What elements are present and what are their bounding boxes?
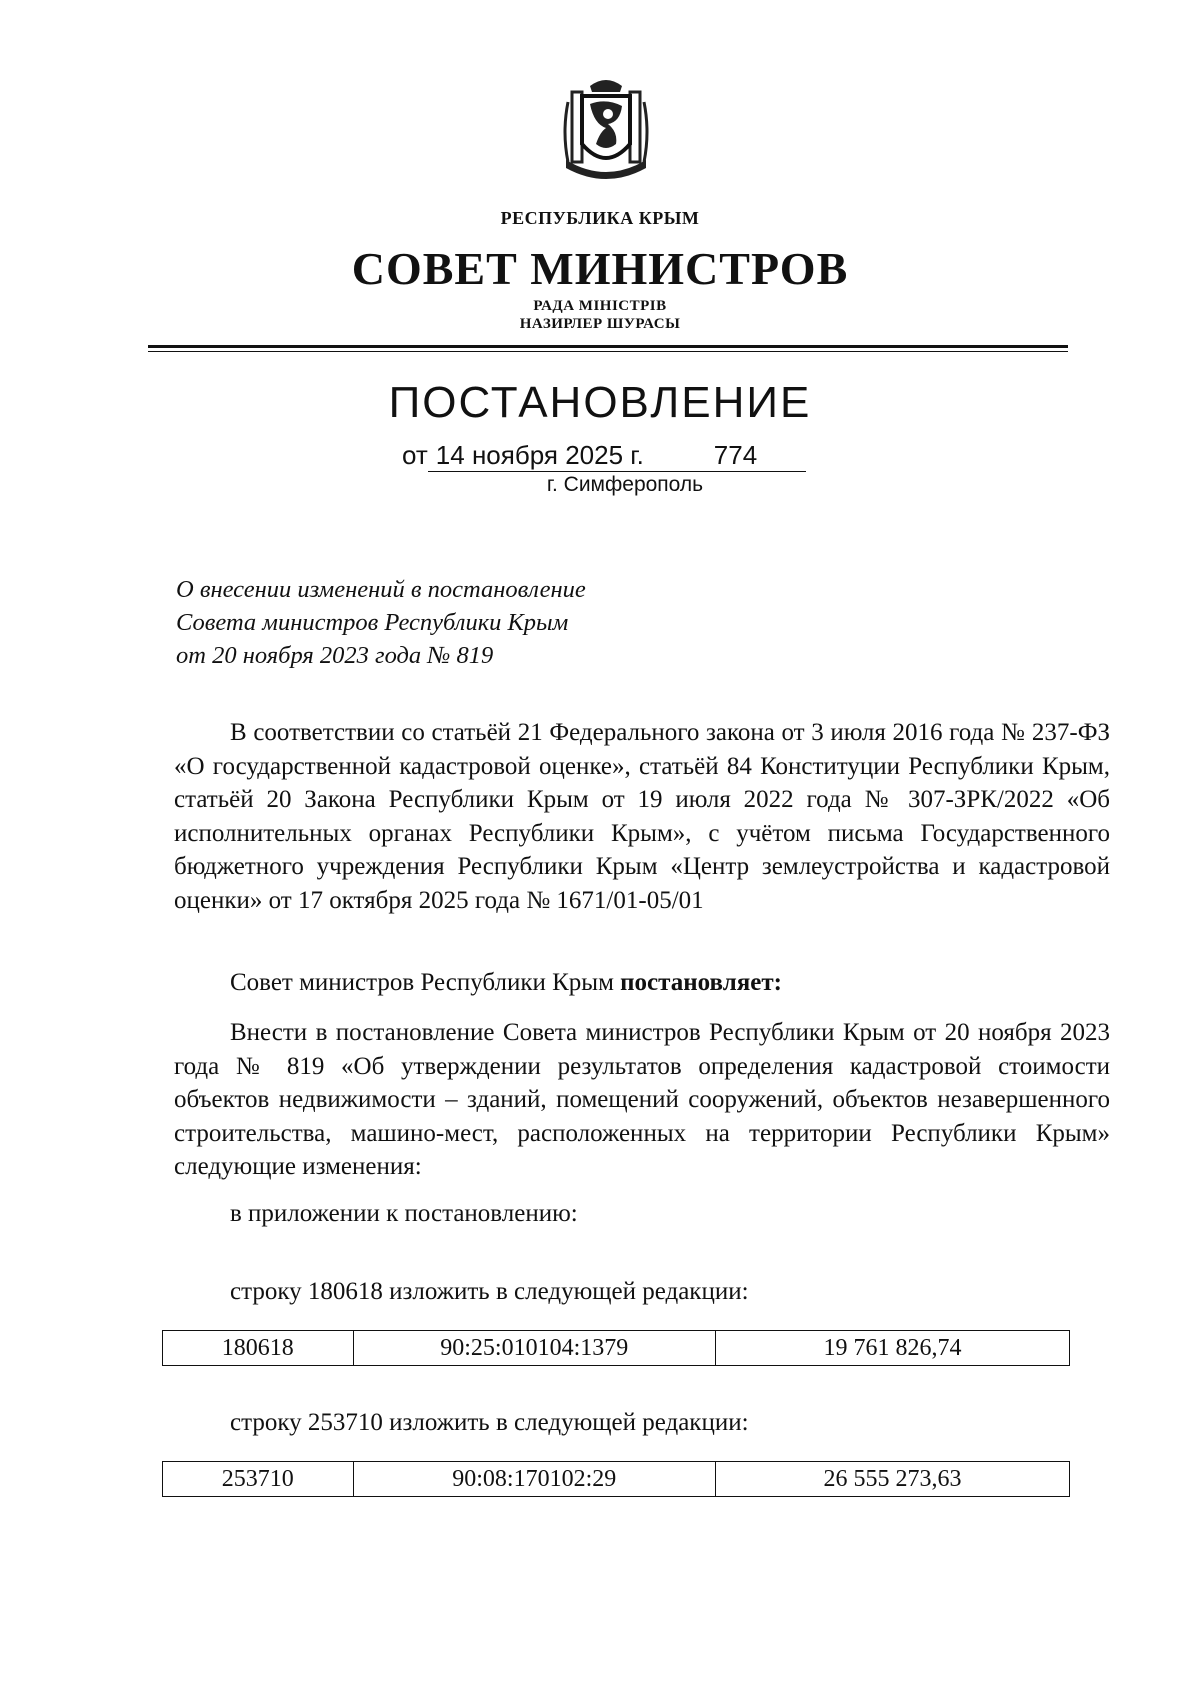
document-number: 774 [714,440,806,472]
header-council-crh: НАЗИРЛЕР ШУРАСЫ [519,316,681,332]
table-row [163,1462,1070,1497]
amend-paragraph: Внести в постановление Совета министров Республики Крым от 20 ноября 2023 года № 819 «Об утверждении результатов определения кадастровой стоимости объектов недвижимости – зданий, помещений сооружений, объектов незавершенного строительства, машино-мест, расположенных на территории Республики Крым» следующие изменения: [174,1019,1110,1180]
resolves-bold: постановляет: [620,969,782,996]
table-row [163,1331,1070,1366]
table-cell-row-number: 253710 [163,1462,354,1497]
table-cell-cadastral-number: 90:25:010104:1379 [353,1331,715,1366]
header-council: СОВЕТ МИНИСТРОВ [351,243,849,294]
title-line: О внесении изменений в постановление [176,576,586,603]
resolves-text: Совет министров Республики Крым [230,969,621,996]
table-cell-cadastral-value: 19 761 826,74 [715,1331,1069,1366]
header-council-ua: РАДА МІНІСТРІВ [533,298,667,314]
row2-intro: строку 253710 изложить в следующей редакции: [230,1409,749,1436]
title-line: Совета министров Республики Крым [176,609,569,636]
document-city: г. Симферополь [546,473,704,496]
document-title [176,573,586,672]
document-type: ПОСТАНОВЛЕНИЕ [388,378,812,427]
resolves-paragraph [174,966,1110,1000]
header-rule-thin [148,351,1068,352]
table-cell-cadastral-number: 90:08:170102:29 [353,1462,715,1497]
document-date: 14 ноября 2025 г. [428,440,714,472]
table-cell-row-number: 180618 [163,1331,354,1366]
row1-intro: строку 180618 изложить в следующей редакции: [230,1278,749,1305]
table-cell-cadastral-value: 26 555 273,63 [715,1462,1069,1497]
annex-line: в приложении к постановлению: [230,1200,578,1227]
amend-table-2 [162,1461,1070,1497]
dateline [402,440,806,472]
date-prefix: от [402,440,428,470]
preamble-paragraph: В соответствии со статьёй 21 Федерального закона от 3 июля 2016 года № 237-ФЗ «О государственной кадастровой оценке», статьёй 84 Конституции Республики Крым, статьёй 20 Закона Республики Крым от 19 июля 2022 года № 307-ЗРК/2022 «Об исполнительных органах Республики Крым», с учётом письма Государственного бюджетного учреждения Республики Крым «Центр землеустройства и кадастровой оценки» от 17 октября 2025 года № 1671/01-05/01 [174,719,1110,914]
header-republic: РЕСПУБЛИКА КРЫМ [500,208,700,228]
coat-of-arms-emblem [560,72,652,184]
header-rule-thick [148,345,1068,348]
title-line: от 20 ноября 2023 года № 819 [176,642,494,669]
amend-table-1 [162,1330,1070,1366]
